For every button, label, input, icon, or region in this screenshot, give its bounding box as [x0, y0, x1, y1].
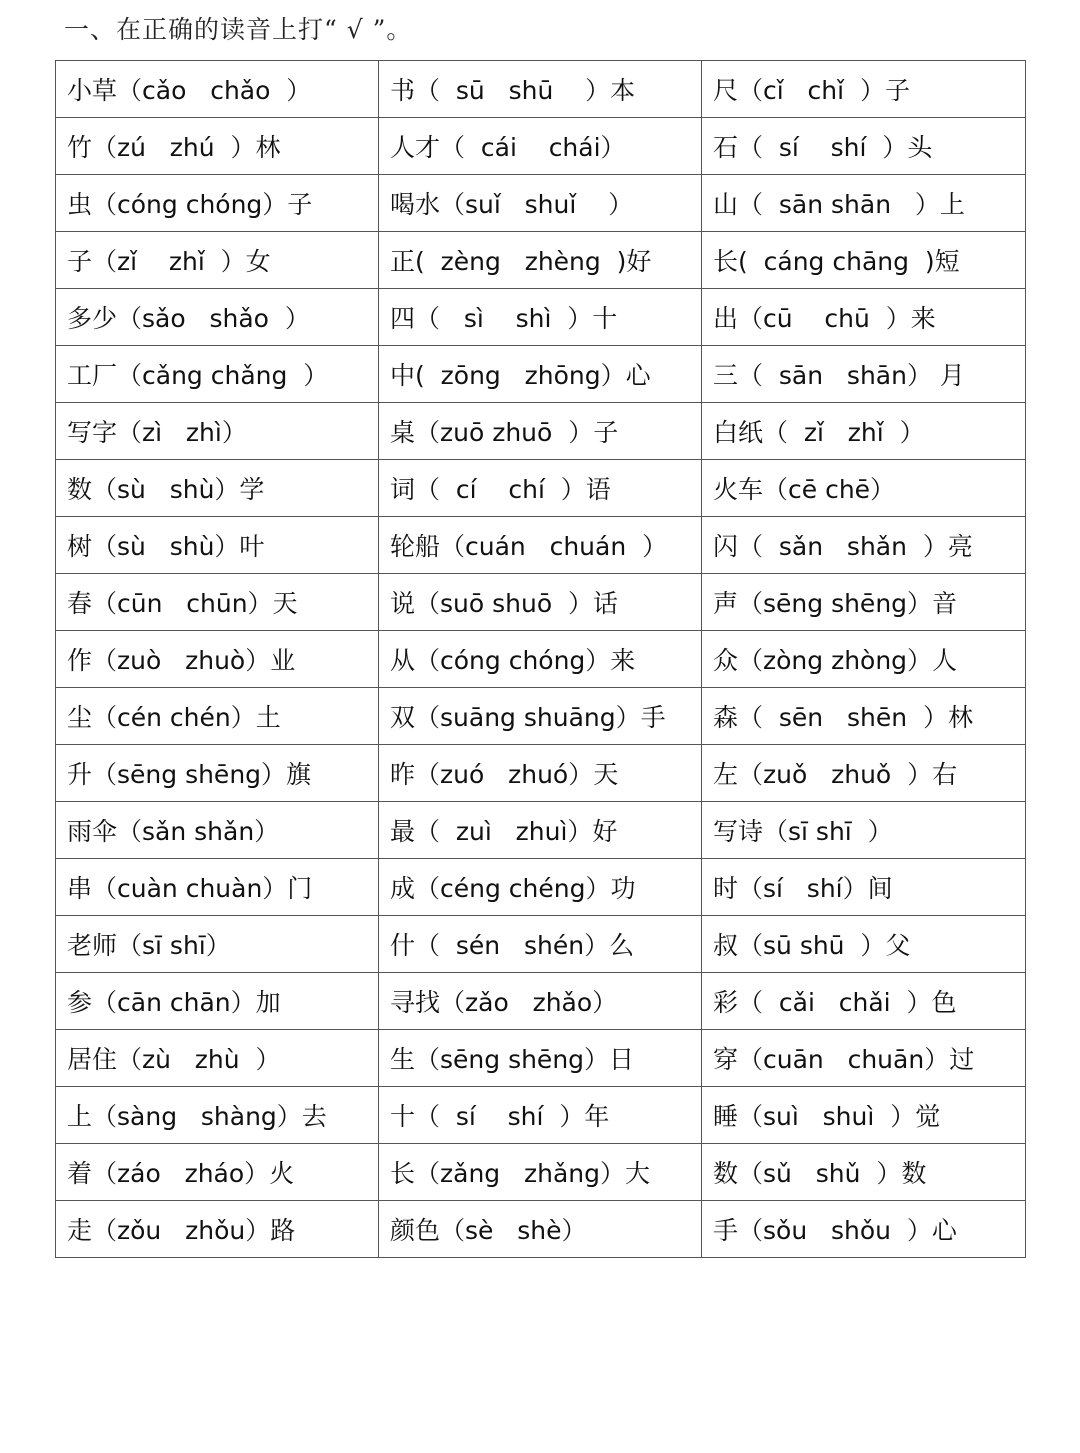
- quiz-cell[interactable]: [56, 802, 379, 859]
- quiz-cell[interactable]: [379, 1144, 702, 1201]
- quiz-cell[interactable]: [379, 745, 702, 802]
- table-row: [56, 1087, 1026, 1144]
- pinyin-question: 三（ sān shān） 月: [713, 361, 965, 390]
- pinyin-question: 穿（cuān chuān）过: [713, 1045, 975, 1074]
- quiz-cell[interactable]: [379, 61, 702, 118]
- pinyin-question: 四（ sì shì ）十: [390, 304, 618, 333]
- quiz-cell[interactable]: [702, 517, 1026, 574]
- pinyin-question: 寻找（zǎo zhǎo）: [390, 988, 618, 1017]
- pinyin-question: 升（sēng shēng）旗: [67, 760, 312, 789]
- quiz-cell[interactable]: [379, 175, 702, 232]
- pinyin-question: 昨（zuó zhuó）天: [390, 760, 619, 789]
- pinyin-question: 山（ sān shān ）上: [713, 190, 965, 219]
- quiz-cell[interactable]: [56, 346, 379, 403]
- quiz-cell[interactable]: [379, 403, 702, 460]
- quiz-cell[interactable]: [56, 460, 379, 517]
- pinyin-question: 什（ sén shén）么: [390, 931, 635, 960]
- quiz-cell[interactable]: [56, 973, 379, 1030]
- pinyin-question: 彩（ cǎi chǎi ）色: [713, 988, 957, 1017]
- quiz-cell[interactable]: [379, 916, 702, 973]
- quiz-cell[interactable]: [379, 118, 702, 175]
- table-row: [56, 745, 1026, 802]
- table-row: [56, 574, 1026, 631]
- quiz-cell[interactable]: [56, 1087, 379, 1144]
- exercise-title: 一、在正确的读音上打“ √ ”。: [64, 15, 413, 44]
- quiz-cell[interactable]: [702, 175, 1026, 232]
- quiz-cell[interactable]: [702, 1144, 1026, 1201]
- pinyin-question: 雨伞（sǎn shǎn）: [67, 817, 280, 846]
- pinyin-question: 多少（sǎo shǎo ）: [67, 304, 310, 333]
- pinyin-question: 成（céng chéng）功: [390, 874, 636, 903]
- pinyin-quiz-table: [55, 60, 1026, 1258]
- pinyin-question: 手（sǒu shǒu ）心: [713, 1216, 957, 1245]
- pinyin-question: 众（zòng zhòng）人: [713, 646, 958, 675]
- quiz-cell[interactable]: [702, 403, 1026, 460]
- quiz-cell[interactable]: [379, 460, 702, 517]
- pinyin-question: 竹（zú zhú ）林: [67, 133, 281, 162]
- quiz-cell[interactable]: [702, 574, 1026, 631]
- quiz-cell[interactable]: [56, 175, 379, 232]
- quiz-cell[interactable]: [702, 916, 1026, 973]
- pinyin-question: 声（sēng shēng）音: [713, 589, 958, 618]
- pinyin-question: 虫（cóng chóng）子: [67, 190, 313, 219]
- pinyin-question: 树（sù shù）叶: [67, 532, 265, 561]
- quiz-cell[interactable]: [379, 1087, 702, 1144]
- pinyin-question: 参（cān chān）加: [67, 988, 281, 1017]
- pinyin-question: 从（cóng chóng）来: [390, 646, 636, 675]
- pinyin-question: 说（suō shuō ）话: [390, 589, 619, 618]
- quiz-cell[interactable]: [56, 745, 379, 802]
- quiz-cell[interactable]: [702, 289, 1026, 346]
- table-row: [56, 175, 1026, 232]
- pinyin-question: 正( zèng zhèng )好: [390, 247, 652, 276]
- pinyin-question: 上（sàng shàng）去: [67, 1102, 327, 1131]
- table-row: [56, 802, 1026, 859]
- pinyin-question: 写诗（sī shī ）: [713, 817, 893, 846]
- pinyin-question: 白纸（ zǐ zhǐ ）: [713, 418, 925, 447]
- pinyin-question: 闪（ sǎn shǎn ）亮: [713, 532, 973, 561]
- table-row: [56, 973, 1026, 1030]
- pinyin-question: 出（cū chū ）来: [713, 304, 936, 333]
- quiz-cell[interactable]: [379, 346, 702, 403]
- quiz-cell[interactable]: [56, 289, 379, 346]
- table-row: [56, 232, 1026, 289]
- quiz-cell[interactable]: [702, 61, 1026, 118]
- pinyin-question: 工厂（cǎng chǎng ）: [67, 361, 329, 390]
- quiz-cell[interactable]: [56, 859, 379, 916]
- quiz-cell[interactable]: [702, 688, 1026, 745]
- quiz-cell[interactable]: [379, 1030, 702, 1087]
- pinyin-question: 尘（cén chén）土: [67, 703, 281, 732]
- quiz-cell[interactable]: [379, 631, 702, 688]
- quiz-cell[interactable]: [379, 973, 702, 1030]
- pinyin-question: 双（suāng shuāng）手: [390, 703, 666, 732]
- table-row: [56, 1144, 1026, 1201]
- quiz-cell[interactable]: [379, 1201, 702, 1258]
- pinyin-question: 颜色（sè shè）: [390, 1216, 587, 1245]
- pinyin-question: 轮船（cuán chuán ）: [390, 532, 668, 561]
- table-row: [56, 517, 1026, 574]
- quiz-cell[interactable]: [702, 1201, 1026, 1258]
- quiz-cell[interactable]: [56, 1030, 379, 1087]
- quiz-cell[interactable]: [702, 1030, 1026, 1087]
- quiz-cell[interactable]: [379, 289, 702, 346]
- pinyin-question: 小草（cǎo chǎo ）: [67, 76, 312, 105]
- pinyin-question: 写字（zì zhì）: [67, 418, 247, 447]
- quiz-cell[interactable]: [379, 688, 702, 745]
- quiz-cell[interactable]: [702, 118, 1026, 175]
- quiz-cell[interactable]: [379, 859, 702, 916]
- quiz-cell[interactable]: [379, 802, 702, 859]
- quiz-cell[interactable]: [702, 1087, 1026, 1144]
- pinyin-question: 人才（ cái chái）: [390, 133, 626, 162]
- pinyin-question: 书（ sū shū ）本: [390, 76, 636, 105]
- quiz-cell[interactable]: [56, 916, 379, 973]
- quiz-cell[interactable]: [379, 517, 702, 574]
- quiz-cell[interactable]: [56, 631, 379, 688]
- pinyin-question: 长（zǎng zhǎng）大: [390, 1159, 650, 1188]
- pinyin-question: 走（zǒu zhǒu）路: [67, 1216, 296, 1245]
- table-row: [56, 859, 1026, 916]
- pinyin-question: 子（zǐ zhǐ ）女: [67, 247, 271, 276]
- table-row: [56, 289, 1026, 346]
- pinyin-question: 着（záo zháo）火: [67, 1159, 295, 1188]
- quiz-cell[interactable]: [56, 118, 379, 175]
- pinyin-question: 时（sí shí）间: [713, 874, 893, 903]
- pinyin-question: 长( cáng chāng )短: [713, 247, 960, 276]
- table-row: [56, 118, 1026, 175]
- pinyin-question: 数（sù shù）学: [67, 475, 265, 504]
- pinyin-question: 串（cuàn chuàn）门: [67, 874, 313, 903]
- pinyin-question: 居住（zù zhù ）: [67, 1045, 281, 1074]
- pinyin-question: 火车（cē chē）: [713, 475, 896, 504]
- pinyin-question: 尺（cǐ chǐ ）子: [713, 76, 910, 105]
- pinyin-question: 石（ sí shí ）头: [713, 133, 933, 162]
- pinyin-question: 叔（sū shū ）父: [713, 931, 911, 960]
- quiz-cell[interactable]: [56, 1201, 379, 1258]
- quiz-cell[interactable]: [56, 1144, 379, 1201]
- pinyin-question: 中( zōng zhōng）心: [390, 361, 651, 390]
- table-row: [56, 403, 1026, 460]
- table-row: [56, 61, 1026, 118]
- quiz-cell[interactable]: [702, 346, 1026, 403]
- pinyin-question: 森（ sēn shēn ）林: [713, 703, 973, 732]
- quiz-cell[interactable]: [379, 574, 702, 631]
- pinyin-question: 词（ cí chí ）语: [390, 475, 611, 504]
- quiz-cell[interactable]: [702, 802, 1026, 859]
- table-row: [56, 460, 1026, 517]
- quiz-cell[interactable]: [56, 403, 379, 460]
- pinyin-question: 左（zuǒ zhuǒ ）右: [713, 760, 958, 789]
- quiz-cell[interactable]: [56, 232, 379, 289]
- quiz-cell[interactable]: [702, 973, 1026, 1030]
- quiz-cell[interactable]: [56, 517, 379, 574]
- pinyin-question: 喝水（suǐ shuǐ ）: [390, 190, 634, 219]
- pinyin-question: 作（zuò zhuò）业: [67, 646, 296, 675]
- table-row: [56, 916, 1026, 973]
- pinyin-question: 十（ sí shí ）年: [390, 1102, 610, 1131]
- table-row: [56, 346, 1026, 403]
- quiz-cell[interactable]: [56, 688, 379, 745]
- quiz-cell[interactable]: [702, 232, 1026, 289]
- table-row: [56, 631, 1026, 688]
- table-row: [56, 1201, 1026, 1258]
- pinyin-question: 数（sǔ shǔ ）数: [713, 1159, 927, 1188]
- quiz-cell[interactable]: [56, 574, 379, 631]
- table-row: [56, 1030, 1026, 1087]
- pinyin-question: 生（sēng shēng）日: [390, 1045, 635, 1074]
- pinyin-question: 桌（zuō zhuō ）子: [390, 418, 619, 447]
- quiz-cell[interactable]: [702, 460, 1026, 517]
- quiz-cell[interactable]: [56, 61, 379, 118]
- quiz-cell[interactable]: [702, 745, 1026, 802]
- quiz-cell[interactable]: [702, 859, 1026, 916]
- pinyin-question: 最（ zuì zhuì）好: [390, 817, 618, 846]
- pinyin-question: 老师（sī shī）: [67, 931, 231, 960]
- table-row: [56, 688, 1026, 745]
- quiz-cell[interactable]: [379, 232, 702, 289]
- pinyin-question: 春（cūn chūn）天: [67, 589, 298, 618]
- quiz-table-body: [56, 61, 1026, 1258]
- quiz-cell[interactable]: [702, 631, 1026, 688]
- pinyin-question: 睡（suì shuì ）觉: [713, 1102, 941, 1131]
